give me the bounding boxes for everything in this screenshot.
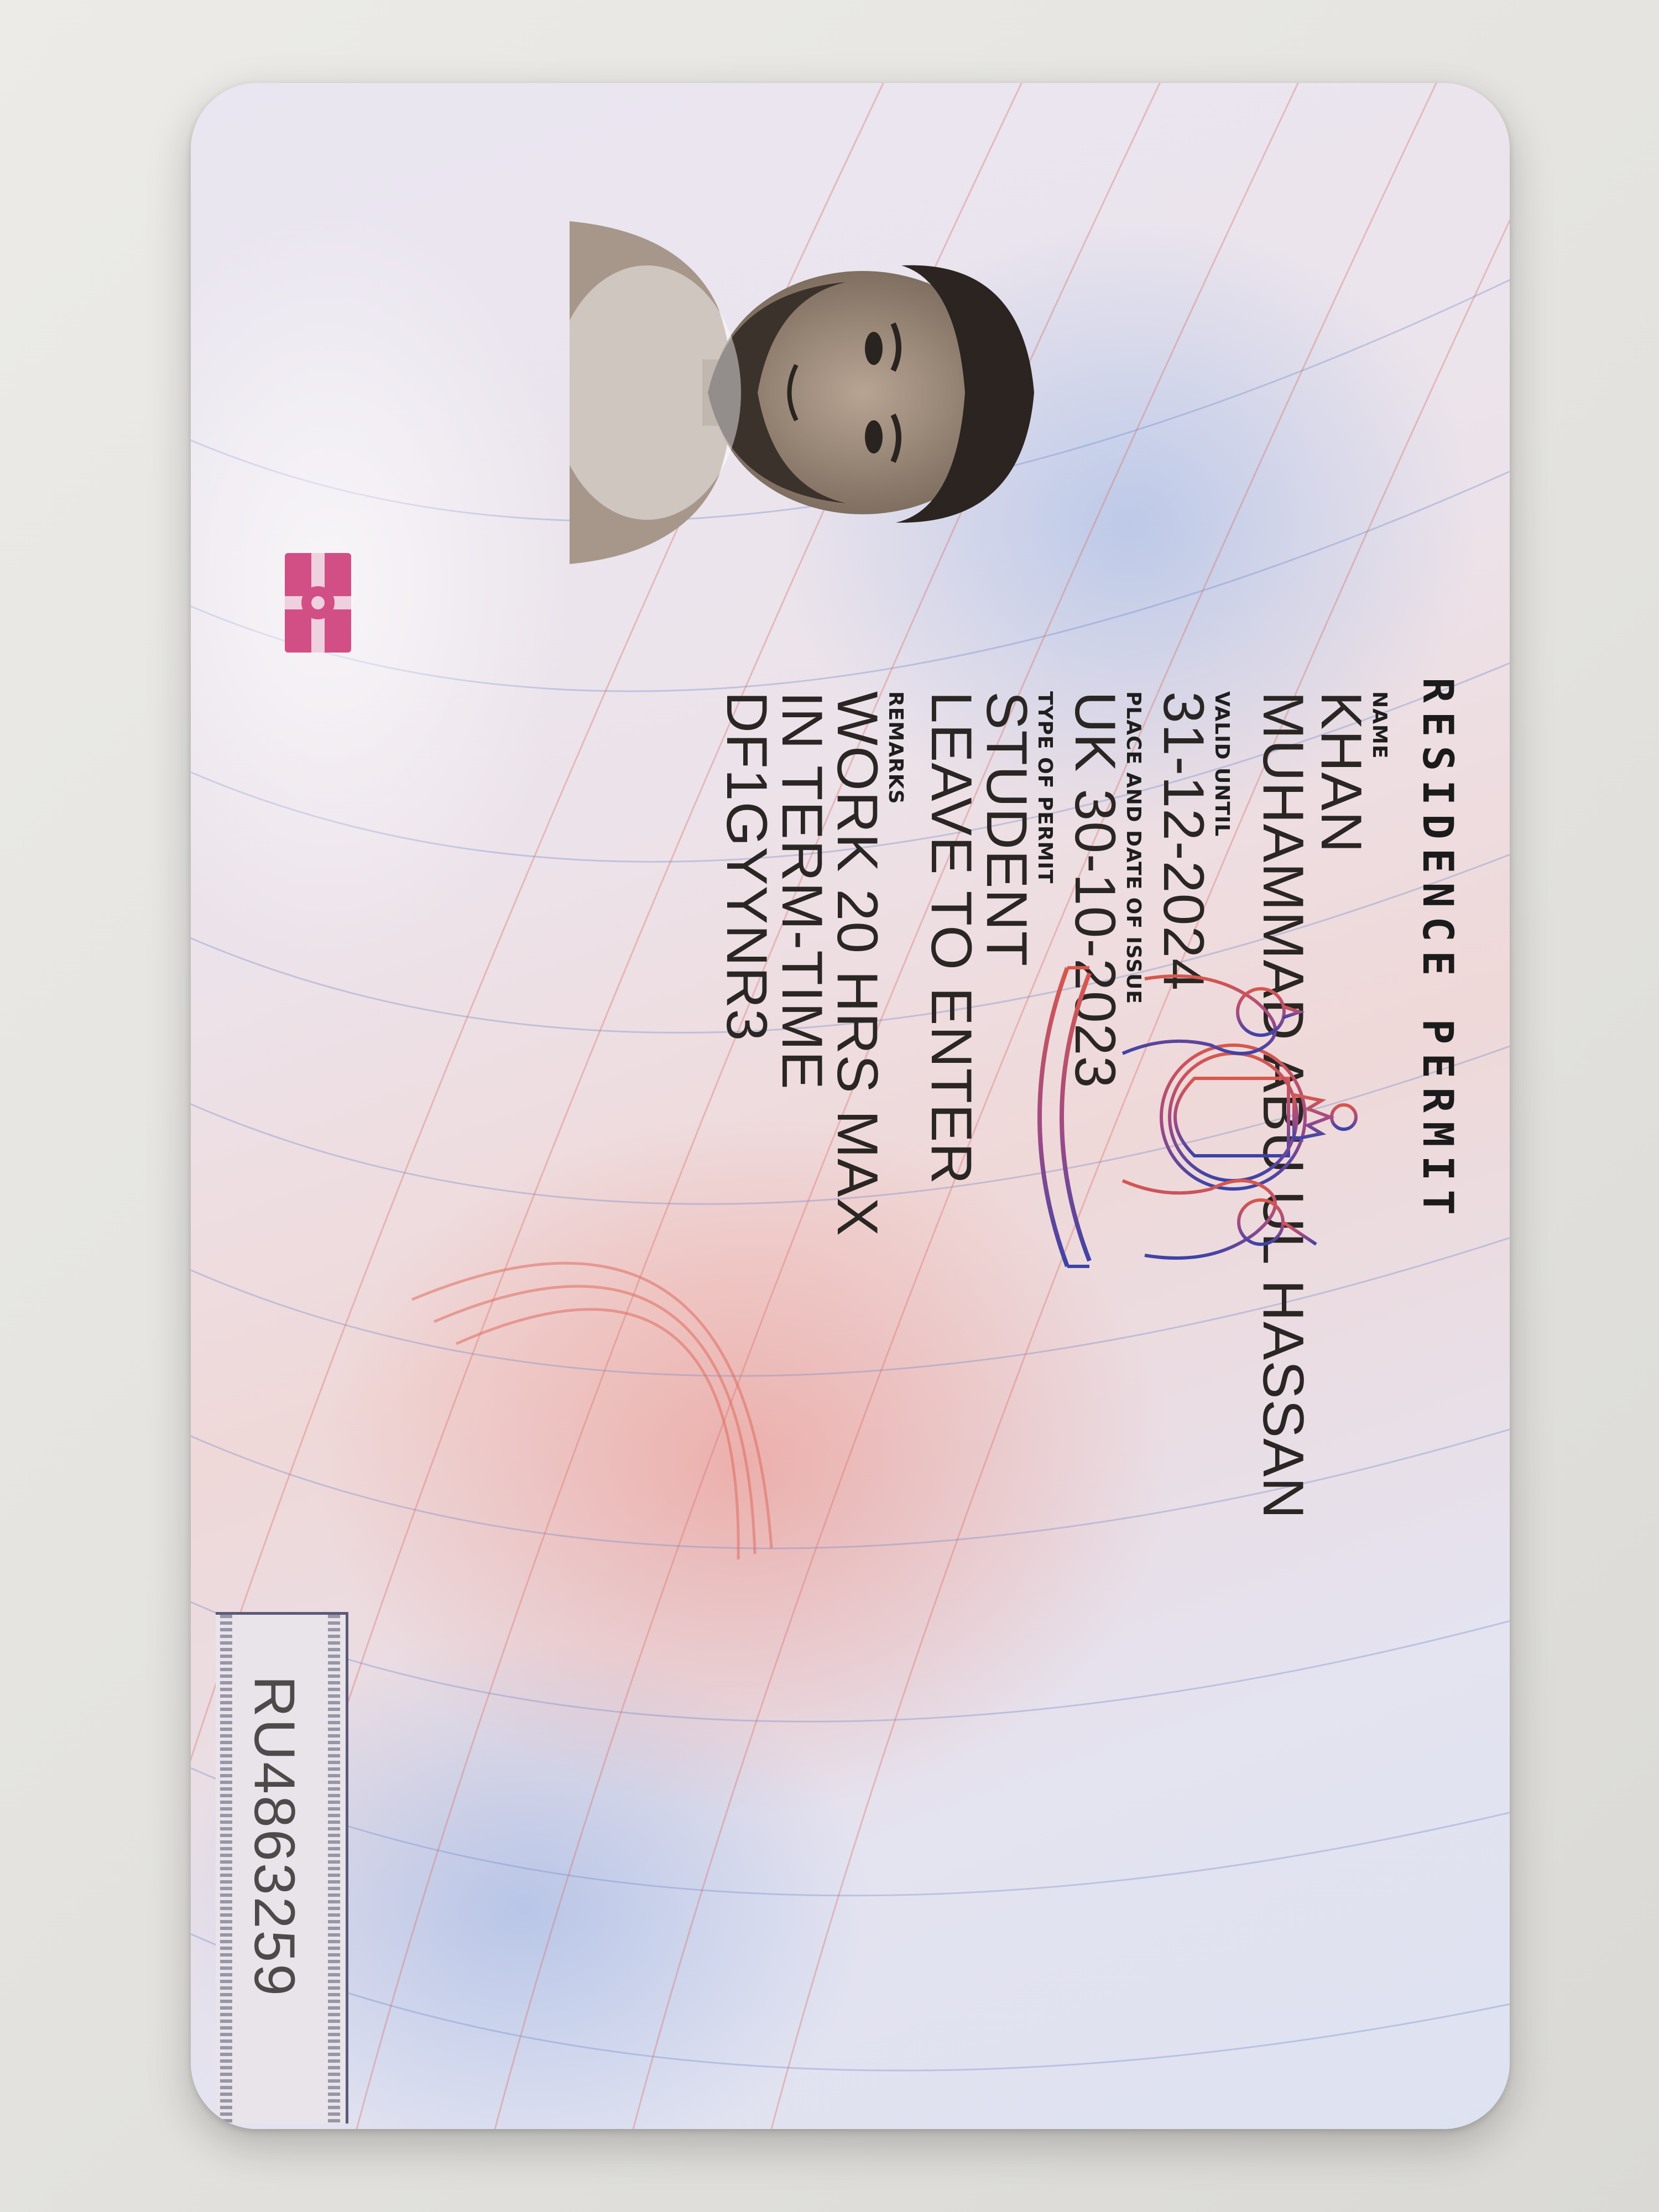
valid-until-label: VALID UNTIL (1211, 691, 1233, 837)
place-date-issue: UK 30-10-2023 (1063, 691, 1127, 1089)
microprint-border-top (328, 1615, 340, 2124)
name-label: NAME (1368, 691, 1391, 759)
remarks-label: REMARKS (884, 691, 907, 805)
valid-until-date: 31-12-2024 (1151, 691, 1215, 991)
card-front-rotated (191, 83, 1510, 2129)
permit-type-line-2: LEAVE TO ENTER (919, 691, 983, 1185)
permit-type-line-1: STUDENT (974, 691, 1039, 967)
remarks-line-2: IN TERM-TIME (770, 691, 834, 1090)
holder-photo (570, 199, 1084, 586)
given-names: MUHAMMAD ABU UL HASSAN (1251, 691, 1315, 1520)
biometric-chip-icon (285, 553, 351, 653)
place-date-issue-label: PLACE AND DATE OF ISSUE (1122, 691, 1145, 1004)
microprint-border-bottom (220, 1615, 232, 2124)
card-title: RESIDENCE PERMIT (1413, 677, 1463, 1224)
permit-number-box (216, 1612, 348, 2124)
surname: KHAN (1309, 691, 1373, 853)
remarks-line-3: DF1GYYNR3 (714, 691, 779, 1042)
permit-number: RU4863259 (242, 1676, 306, 1998)
residence-permit-card (191, 83, 1510, 2129)
permit-type-label: TYPE OF PERMIT (1034, 691, 1056, 884)
remarks-line-1: WORK 20 HRS MAX (825, 691, 889, 1237)
royal-coat-of-arms-icon (1018, 935, 1377, 1300)
